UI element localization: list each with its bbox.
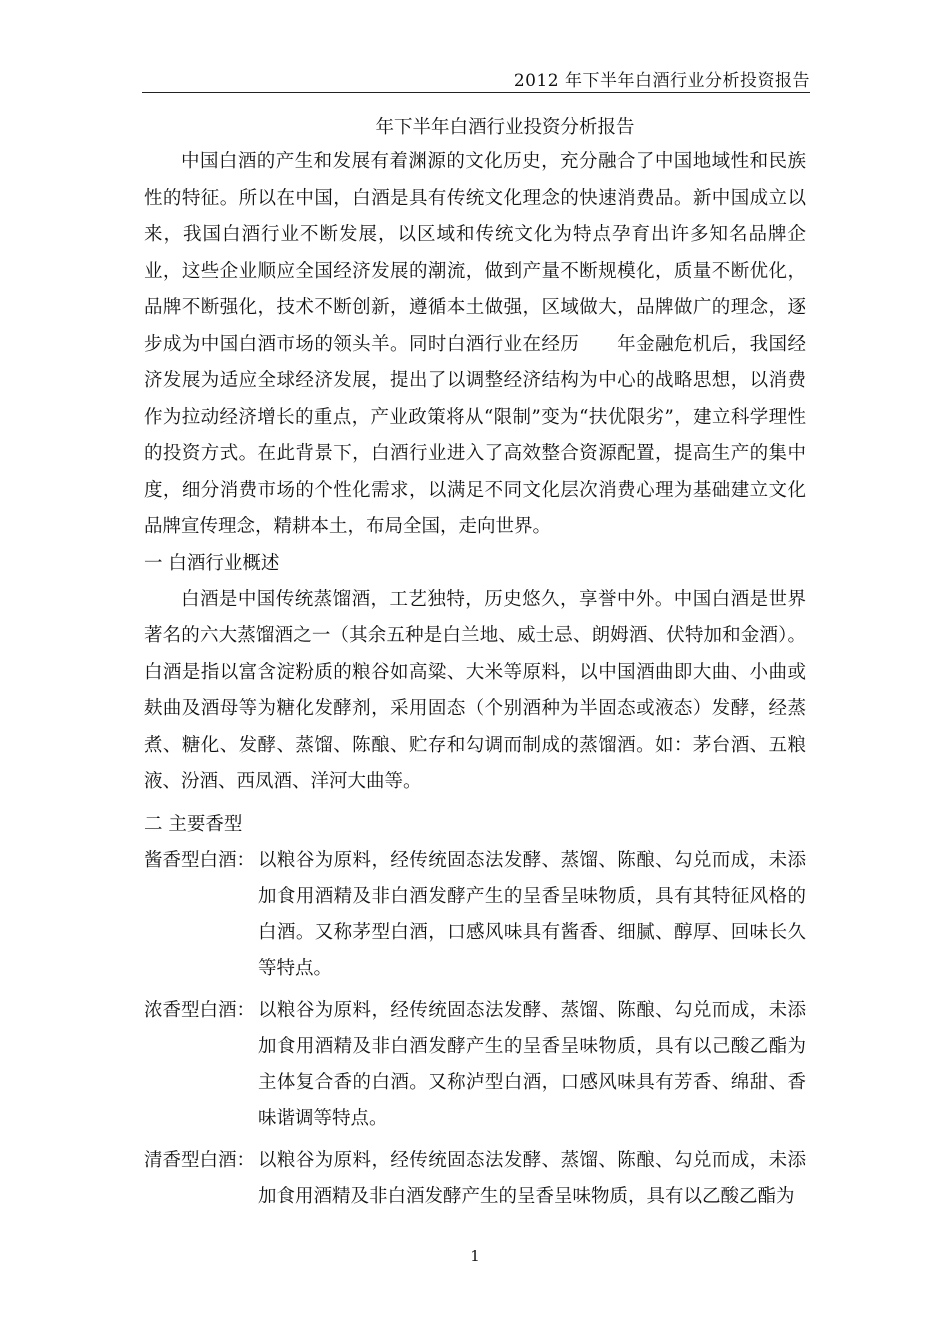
term-description: 以粮谷为原料，经传统固态法发酵、蒸馏、陈酿、勾兑而成，未添加食用酒精及非白酒发酵产生的呈香呈味物质，具有以乙酸乙酯为 [258,1149,806,1207]
term-item [144,843,806,987]
term-description: 以粮谷为原料，经传统固态法发酵、蒸馏、陈酿、勾兑而成，未添加食用酒精及非白酒发酵产生的呈香呈味物质，具有以己酸乙酯为主体复合香的白酒。又称泸型白酒，口感风味具有芳香、绵甜、香味谐调等特点。 [258,999,806,1129]
document-title: 年下半年白酒行业投资分析报告 [375,117,635,138]
term-label: 浓香型白酒： [144,999,256,1021]
page-header [142,66,810,93]
header-title: 2012 年下半年白酒行业分析投资报告 [513,71,810,91]
term-description: 以粮谷为原料，经传统固态法发酵、蒸馏、陈酿、勾兑而成，未添加食用酒精及非白酒发酵产生的呈香呈味物质，具有其特征风格的白酒。又称茅型白酒，口感风味具有酱香、细腻、醇厚、回味长久等特点。 [258,849,806,979]
term-label: 酱香型白酒： [144,849,256,871]
term-item [144,993,806,1137]
overview-paragraph: 白酒是中国传统蒸馏酒，工艺独特，历史悠久，享誉中外。中国白酒是世界著名的六大蒸馏酒之一（其余五种是白兰地、威士忌、朗姆酒、伏特加和金酒）。白酒是指以富含淀粉质的粮谷如高粱、大米等原料，以中国酒曲即大曲、小曲或麸曲及酒母等为糖化发酵剂，采用固态（个别酒种为半固态或液态）发酵，经蒸煮、糖化、发酵、蒸馏、陈酿、贮存和勾调而制成的蒸馏酒。如：茅台酒、五粮液、汾酒、西凤酒、洋河大曲等。 [144,588,806,792]
document-body [144,112,806,1215]
page-number: 1 [470,1247,480,1265]
section-heading-aroma-types: 二 主要香型 [144,813,243,835]
intro-paragraph: 中国白酒的产生和发展有着渊源的文化历史，充分融合了中国地域性和民族性的特征。所以在中国，白酒是具有传统文化理念的快速消费品。新中国成立以来，我国白酒行业不断发展，以区域和传统文化为特点孕育出许多知名品牌企业，这些企业顺应全国经济发展的潮流，做到产量不断规模化，质量不断优化，品牌不断强化，技术不断创新，遵循本土做强，区域做大，品牌做广的理念，逐步成为中国白酒市场的领头羊。同时白酒行业在经历 年金融危机后，我国经济发展为适应全球经济发展，提出了以调整经济结构为中心的战略思想，以消费作为拉动经济增长的重点，产业政策将从“限制”变为“扶优限劣”，建立科学理性的投资方式。在此背景下，白酒行业进入了高效整合资源配置，提高生产的集中度，细分消费市场的个性化需求，以满足不同文化层次消费心理为基础建立文化品牌宣传理念，精耕本土，布局全国，走向世界。 [144,151,806,537]
term-item [144,1143,806,1215]
term-label: 清香型白酒： [144,1149,256,1171]
section-heading-overview: 一 白酒行业概述 [144,552,280,574]
